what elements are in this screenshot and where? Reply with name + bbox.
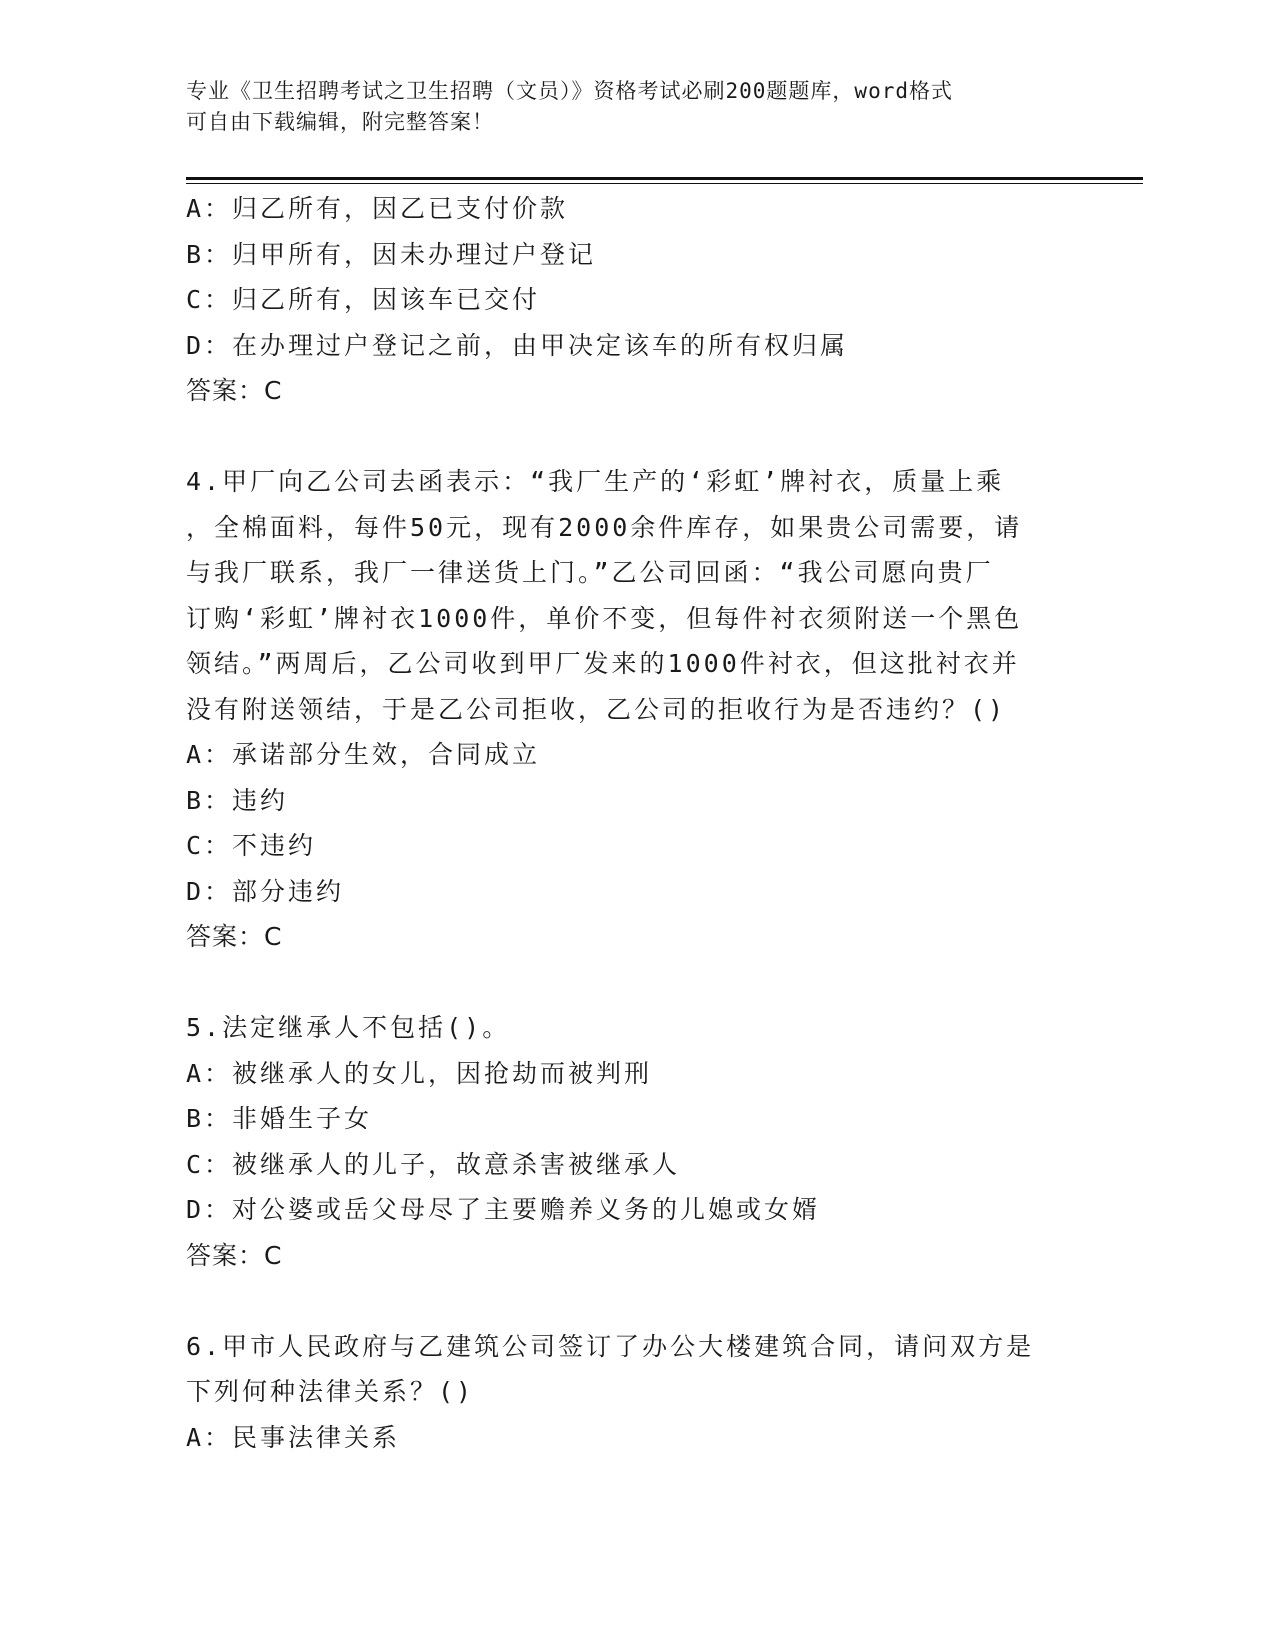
header-line-1: 专业《卫生招聘考试之卫生招聘（文员）》资格考试必刷200题题库，word格式 [186, 79, 953, 103]
q6-option-a: A：民事法律关系 [186, 1422, 401, 1452]
q3-option-d: D：在办理过户登记之前，由甲决定该车的所有权归属 [186, 330, 849, 360]
q4-stem-line: 没有附送领结，于是乙公司拒收，乙公司的拒收行为是否违约？() [186, 694, 1007, 724]
header-divider-thin [186, 183, 1143, 184]
q5-option-b: B：非婚生子女 [186, 1104, 373, 1133]
q5-option-a: A：被继承人的女儿，因抢劫而被判刑 [186, 1058, 653, 1088]
q4-stem-line: 4.甲厂向乙公司去函表示：“我厂生产的‘彩虹’牌衬衣，质量上乘 [186, 467, 1005, 496]
q5-answer: 答案：C [186, 1240, 283, 1270]
question-list [186, 186, 1086, 1460]
q3-answer: 答案：C [186, 376, 283, 405]
q4-option-a: A：承诺部分生效，合同成立 [186, 740, 541, 769]
q4-stem-line: ，全棉面料，每件50元，现有2000余件库存，如果贵公司需要，请 [186, 512, 1023, 542]
q6-stem-line: 下列何种法律关系？() [186, 1377, 475, 1406]
q4-stem-line: 订购‘彩虹’牌衬衣1000件，单价不变，但每件衬衣须附送一个黑色 [186, 603, 1023, 633]
header-line-2: 可自由下载编辑，附完整答案！ [186, 110, 494, 134]
spacer [186, 960, 1086, 1006]
q4-answer: 答案：C [186, 922, 283, 951]
question-6-block [186, 1324, 1086, 1461]
question-4-block [186, 459, 1086, 960]
q4-stem-line: 领结。”两周后，乙公司收到甲厂发来的1000件衬衣，但这批衬衣并 [186, 649, 1020, 678]
q4-stem-line: 与我厂联系，我厂一律送货上门。”乙公司回函：“我公司愿向贵厂 [186, 558, 994, 587]
question-3-block [186, 186, 1086, 414]
q5-option-c: C：被继承人的儿子，故意杀害被继承人 [186, 1149, 681, 1179]
q5-stem-line: 5.法定继承人不包括()。 [186, 1013, 511, 1042]
q6-stem-line: 6.甲市人民政府与乙建筑公司签订了办公大楼建筑合同，请问双方是 [186, 1331, 1035, 1361]
q3-option-c: C：归乙所有，因该车已交付 [186, 285, 541, 314]
header-divider-thick [186, 177, 1143, 180]
q5-option-d: D：对公婆或岳父母尽了主要赡养义务的儿媳或女婿 [186, 1195, 821, 1224]
q4-option-d: D：部分违约 [186, 876, 345, 906]
spacer [186, 1278, 1086, 1324]
question-5-block [186, 1005, 1086, 1278]
q3-option-b: B：归甲所有，因未办理过户登记 [186, 239, 597, 269]
q3-option-a: A：归乙所有，因乙已支付价款 [186, 194, 569, 223]
q4-option-c: C：不违约 [186, 831, 317, 860]
document-header [186, 76, 1066, 138]
spacer [186, 414, 1086, 460]
q4-option-b: B：违约 [186, 785, 289, 815]
